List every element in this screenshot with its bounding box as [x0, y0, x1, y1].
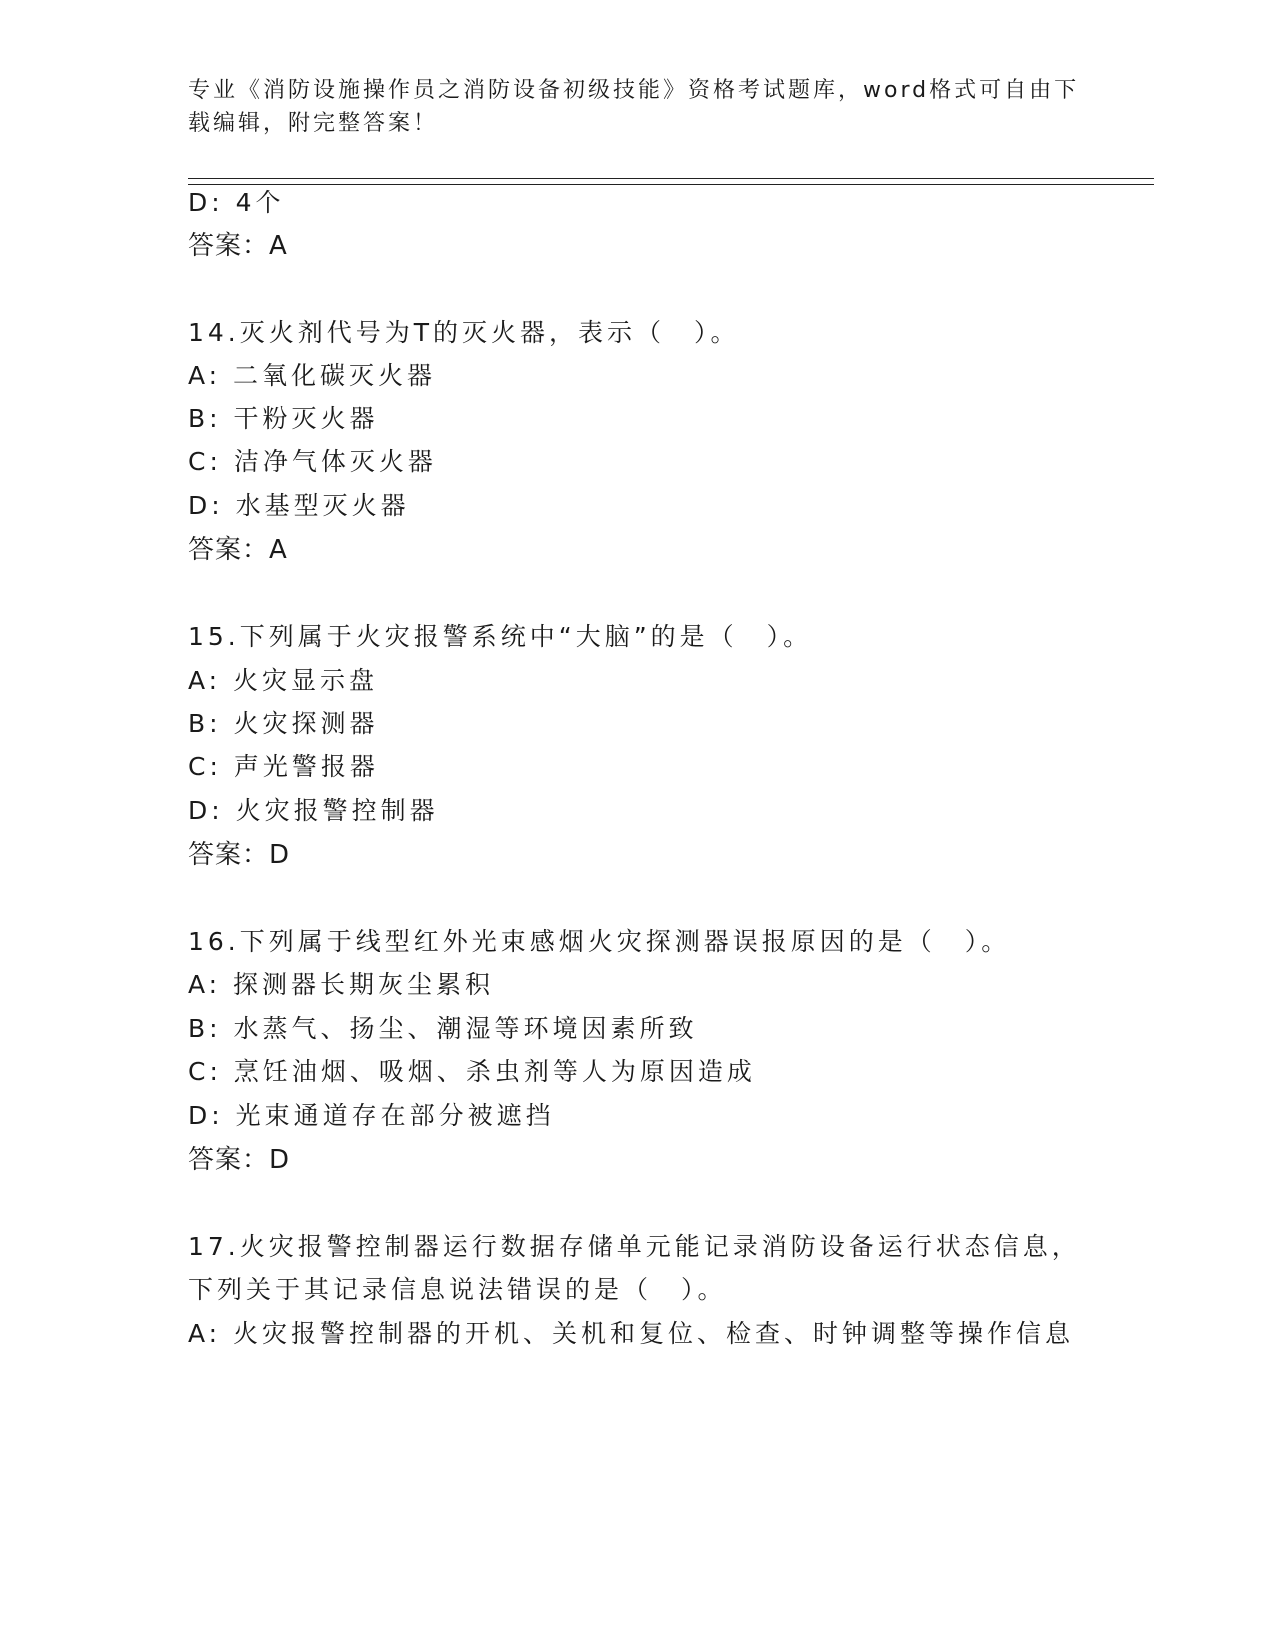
header-line-2: 载编辑，附完整答案！	[188, 111, 439, 136]
q14-option-c: C: 洁净气体灭火器	[188, 447, 437, 476]
q16-option-c: C: 烹饪油烟、吸烟、杀虫剂等人为原因造成	[188, 1057, 756, 1086]
q14-answer: 答案：A	[188, 535, 288, 565]
q15-answer: 答案：D	[188, 840, 291, 870]
q16-option-b: B: 水蒸气、扬尘、潮湿等环境因素所致	[188, 1014, 698, 1043]
header-divider-bottom	[188, 184, 1154, 185]
q13-option-d: D: 4个	[188, 188, 285, 217]
q16-option-a: A: 探测器长期灰尘累积	[188, 970, 495, 999]
q15-stem: 15.下列属于火灾报警系统中“大脑”的是（ ）。	[188, 622, 813, 651]
q15-option-d: D: 火灾报警控制器	[188, 796, 439, 825]
q17-option-a: A: 火灾报警控制器的开机、关机和复位、检查、时钟调整等操作信息	[188, 1319, 1075, 1348]
q17-stem-line-2: 下列关于其记录信息说法错误的是（ ）。	[188, 1275, 727, 1304]
q14-option-a: A: 二氧化碳灭火器	[188, 361, 437, 390]
q16-stem: 16.下列属于线型红外光束感烟火灾探测器误报原因的是（ ）。	[188, 927, 1011, 956]
q16-option-d: D: 光束通道存在部分被遮挡	[188, 1101, 555, 1130]
q15-option-b: B: 火灾探测器	[188, 709, 379, 738]
q16-answer: 答案：D	[188, 1145, 291, 1175]
q14-option-b: B: 干粉灭火器	[188, 404, 379, 433]
header-divider-top	[188, 178, 1154, 179]
document-header	[188, 74, 1088, 140]
q13-answer: 答案：A	[188, 231, 288, 261]
header-line-1: 专业《消防设施操作员之消防设备初级技能》资格考试题库，word格式可自由下	[188, 78, 1080, 103]
q14-option-d: D: 水基型灭火器	[188, 491, 410, 520]
q17-stem-line-1: 17.火灾报警控制器运行数据存储单元能记录消防设备运行状态信息，	[188, 1232, 1081, 1261]
q14-stem: 14.灭火剂代号为T的灭火器，表示（ ）。	[188, 318, 740, 347]
q15-option-a: A: 火灾显示盘	[188, 666, 379, 695]
q15-option-c: C: 声光警报器	[188, 752, 379, 781]
